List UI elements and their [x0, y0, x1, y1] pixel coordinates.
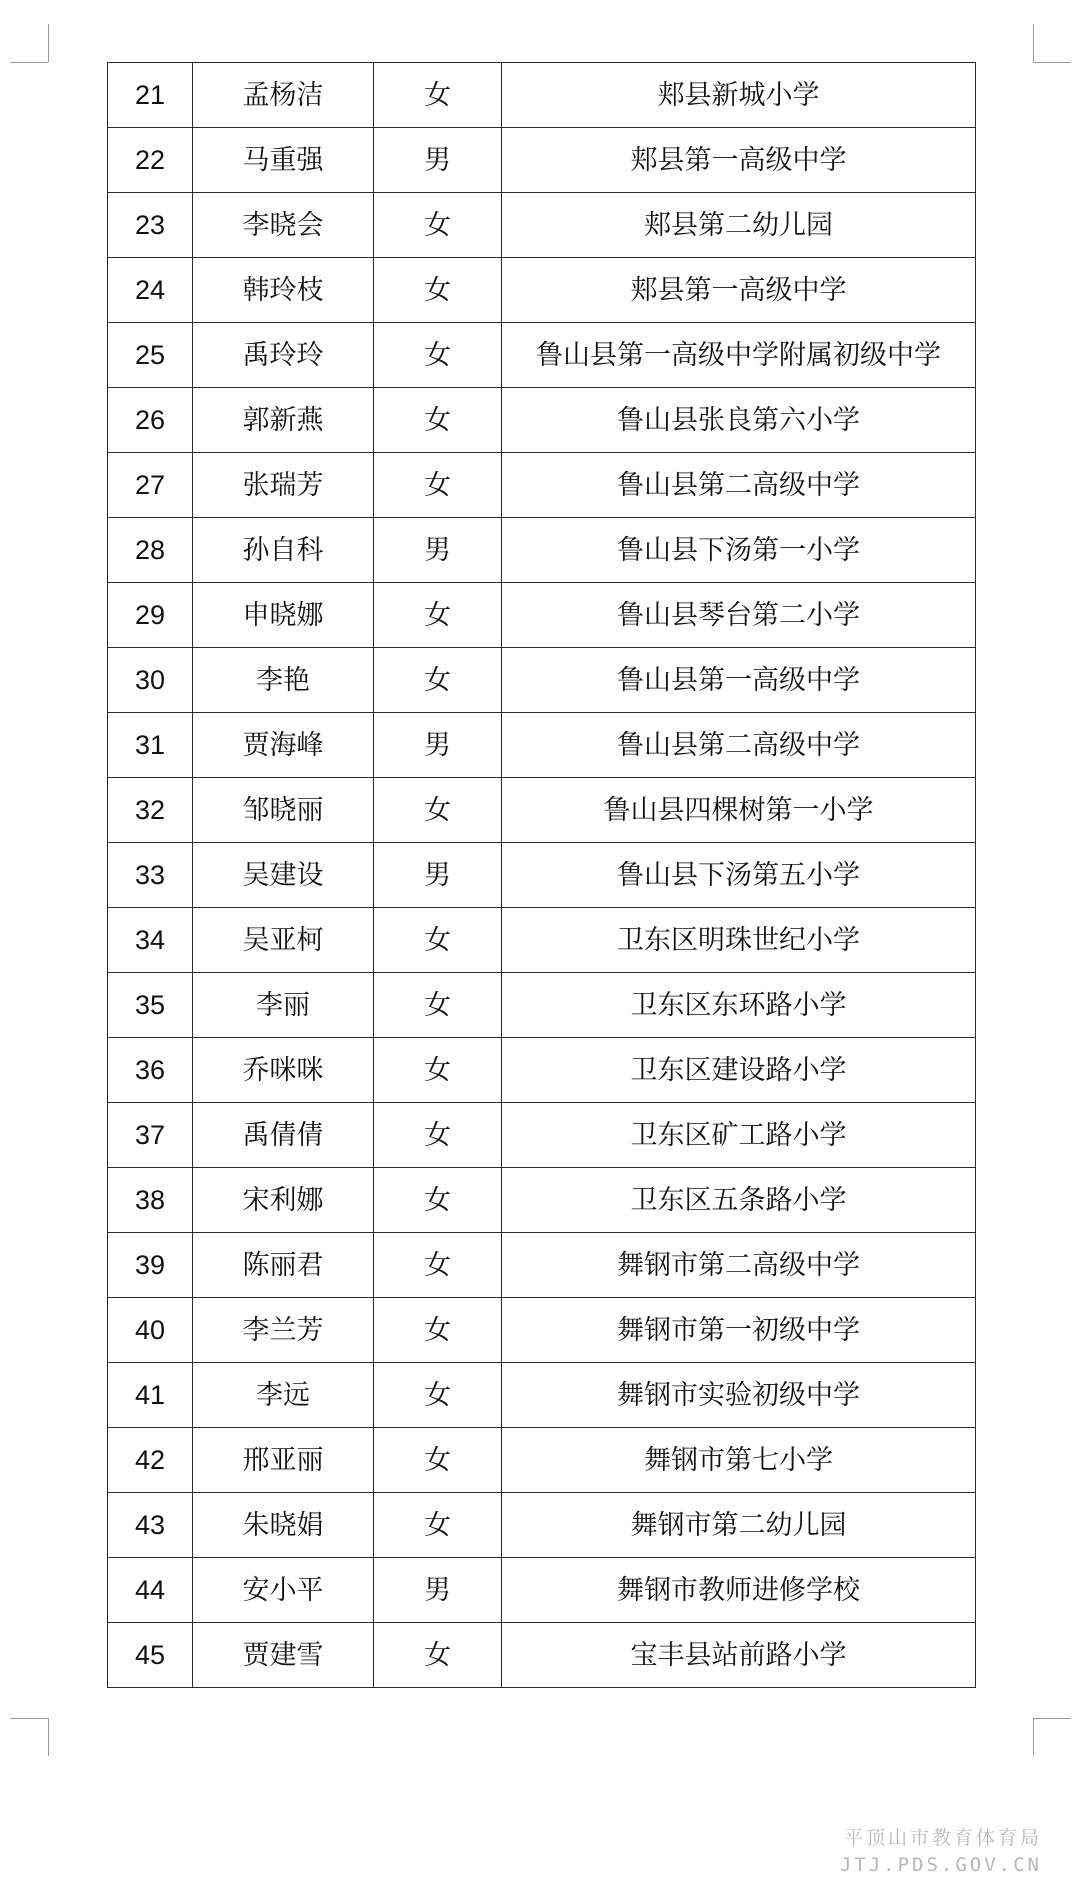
gender: 女: [374, 1103, 502, 1168]
person-name: 禹玲玲: [193, 323, 374, 388]
row-number: 38: [108, 1168, 193, 1233]
row-number: 41: [108, 1363, 193, 1428]
gender: 女: [374, 193, 502, 258]
gender: 女: [374, 1298, 502, 1363]
person-name: 朱晓娟: [193, 1493, 374, 1558]
person-name: 李晓会: [193, 193, 374, 258]
gender: 女: [374, 1428, 502, 1493]
watermark: [840, 1823, 1042, 1876]
table-row: [108, 1103, 976, 1168]
school-name: 舞钢市第二幼儿园: [502, 1493, 976, 1558]
school-name: 舞钢市第七小学: [502, 1428, 976, 1493]
gender: 女: [374, 973, 502, 1038]
person-name: 张瑞芳: [193, 453, 374, 518]
gender: 男: [374, 128, 502, 193]
gender: 女: [374, 1623, 502, 1688]
table-row: [108, 843, 976, 908]
gender: 女: [374, 388, 502, 453]
school-name: 卫东区东环路小学: [502, 973, 976, 1038]
gender: 女: [374, 63, 502, 128]
school-name: 舞钢市第一初级中学: [502, 1298, 976, 1363]
table-row: [108, 323, 976, 388]
gender: 女: [374, 648, 502, 713]
gender: 男: [374, 518, 502, 583]
row-number: 30: [108, 648, 193, 713]
school-name: 舞钢市实验初级中学: [502, 1363, 976, 1428]
row-number: 25: [108, 323, 193, 388]
person-name: 孟杨洁: [193, 63, 374, 128]
table-row: [108, 583, 976, 648]
row-number: 44: [108, 1558, 193, 1623]
table-row: [108, 1363, 976, 1428]
table-row: [108, 1038, 976, 1103]
school-name: 卫东区建设路小学: [502, 1038, 976, 1103]
roster-table-body: [108, 63, 976, 1688]
gender: 男: [374, 1558, 502, 1623]
table-row: [108, 908, 976, 973]
table-row: [108, 258, 976, 323]
row-number: 40: [108, 1298, 193, 1363]
watermark-title: 平顶山市教育体育局: [843, 1827, 1042, 1849]
school-name: 卫东区矿工路小学: [502, 1103, 976, 1168]
person-name: 李丽: [193, 973, 374, 1038]
table-row: [108, 1298, 976, 1363]
gender: 女: [374, 1168, 502, 1233]
row-number: 34: [108, 908, 193, 973]
row-number: 45: [108, 1623, 193, 1688]
table-row: [108, 1623, 976, 1688]
person-name: 李远: [193, 1363, 374, 1428]
person-name: 乔咪咪: [193, 1038, 374, 1103]
gender: 女: [374, 453, 502, 518]
row-number: 24: [108, 258, 193, 323]
person-name: 申晓娜: [193, 583, 374, 648]
table-row: [108, 128, 976, 193]
school-name: 鲁山县下汤第一小学: [502, 518, 976, 583]
table-row: [108, 518, 976, 583]
school-name: 鲁山县张良第六小学: [502, 388, 976, 453]
person-name: 吴建设: [193, 843, 374, 908]
gender: 女: [374, 258, 502, 323]
gender: 男: [374, 843, 502, 908]
row-number: 43: [108, 1493, 193, 1558]
row-number: 33: [108, 843, 193, 908]
gender: 女: [374, 778, 502, 843]
school-name: 卫东区明珠世纪小学: [502, 908, 976, 973]
row-number: 35: [108, 973, 193, 1038]
school-name: 舞钢市教师进修学校: [502, 1558, 976, 1623]
row-number: 42: [108, 1428, 193, 1493]
school-name: 鲁山县第二高级中学: [502, 453, 976, 518]
school-name: 郏县第二幼儿园: [502, 193, 976, 258]
school-name: 鲁山县琴台第二小学: [502, 583, 976, 648]
person-name: 陈丽君: [193, 1233, 374, 1298]
table-row: [108, 1233, 976, 1298]
school-name: 鲁山县第一高级中学: [502, 648, 976, 713]
person-name: 安小平: [193, 1558, 374, 1623]
gender: 女: [374, 583, 502, 648]
roster-table: [107, 62, 976, 1688]
school-name: 郏县第一高级中学: [502, 258, 976, 323]
gender: 女: [374, 1363, 502, 1428]
row-number: 37: [108, 1103, 193, 1168]
table-row: [108, 1493, 976, 1558]
person-name: 贾海峰: [193, 713, 374, 778]
table-row: [108, 973, 976, 1038]
row-number: 26: [108, 388, 193, 453]
school-name: 宝丰县站前路小学: [502, 1623, 976, 1688]
watermark-url: JTJ.PDS.GOV.CN: [839, 1854, 1042, 1876]
person-name: 吴亚柯: [193, 908, 374, 973]
school-name: 郏县第一高级中学: [502, 128, 976, 193]
table-row: [108, 778, 976, 843]
row-number: 31: [108, 713, 193, 778]
table-row: [108, 1428, 976, 1493]
table-row: [108, 1558, 976, 1623]
table-row: [108, 648, 976, 713]
gender: 女: [374, 323, 502, 388]
row-number: 21: [108, 63, 193, 128]
row-number: 27: [108, 453, 193, 518]
gender: 女: [374, 1493, 502, 1558]
person-name: 马重强: [193, 128, 374, 193]
person-name: 宋利娜: [193, 1168, 374, 1233]
row-number: 22: [108, 128, 193, 193]
person-name: 李兰芳: [193, 1298, 374, 1363]
table-row: [108, 713, 976, 778]
gender: 女: [374, 908, 502, 973]
school-name: 郏县新城小学: [502, 63, 976, 128]
school-name: 鲁山县第二高级中学: [502, 713, 976, 778]
row-number: 36: [108, 1038, 193, 1103]
person-name: 贾建雪: [193, 1623, 374, 1688]
school-name: 鲁山县第一高级中学附属初级中学: [502, 323, 976, 388]
gender: 女: [374, 1233, 502, 1298]
person-name: 郭新燕: [193, 388, 374, 453]
gender: 女: [374, 1038, 502, 1103]
row-number: 32: [108, 778, 193, 843]
table-row: [108, 388, 976, 453]
table-row: [108, 453, 976, 518]
gender: 男: [374, 713, 502, 778]
row-number: 39: [108, 1233, 193, 1298]
person-name: 邹晓丽: [193, 778, 374, 843]
school-name: 卫东区五条路小学: [502, 1168, 976, 1233]
person-name: 孙自科: [193, 518, 374, 583]
school-name: 舞钢市第二高级中学: [502, 1233, 976, 1298]
person-name: 邢亚丽: [193, 1428, 374, 1493]
person-name: 韩玲枝: [193, 258, 374, 323]
school-name: 鲁山县四棵树第一小学: [502, 778, 976, 843]
person-name: 禹倩倩: [193, 1103, 374, 1168]
row-number: 29: [108, 583, 193, 648]
person-name: 李艳: [193, 648, 374, 713]
table-row: [108, 63, 976, 128]
row-number: 28: [108, 518, 193, 583]
table-row: [108, 1168, 976, 1233]
school-name: 鲁山县下汤第五小学: [502, 843, 976, 908]
table-row: [108, 193, 976, 258]
row-number: 23: [108, 193, 193, 258]
